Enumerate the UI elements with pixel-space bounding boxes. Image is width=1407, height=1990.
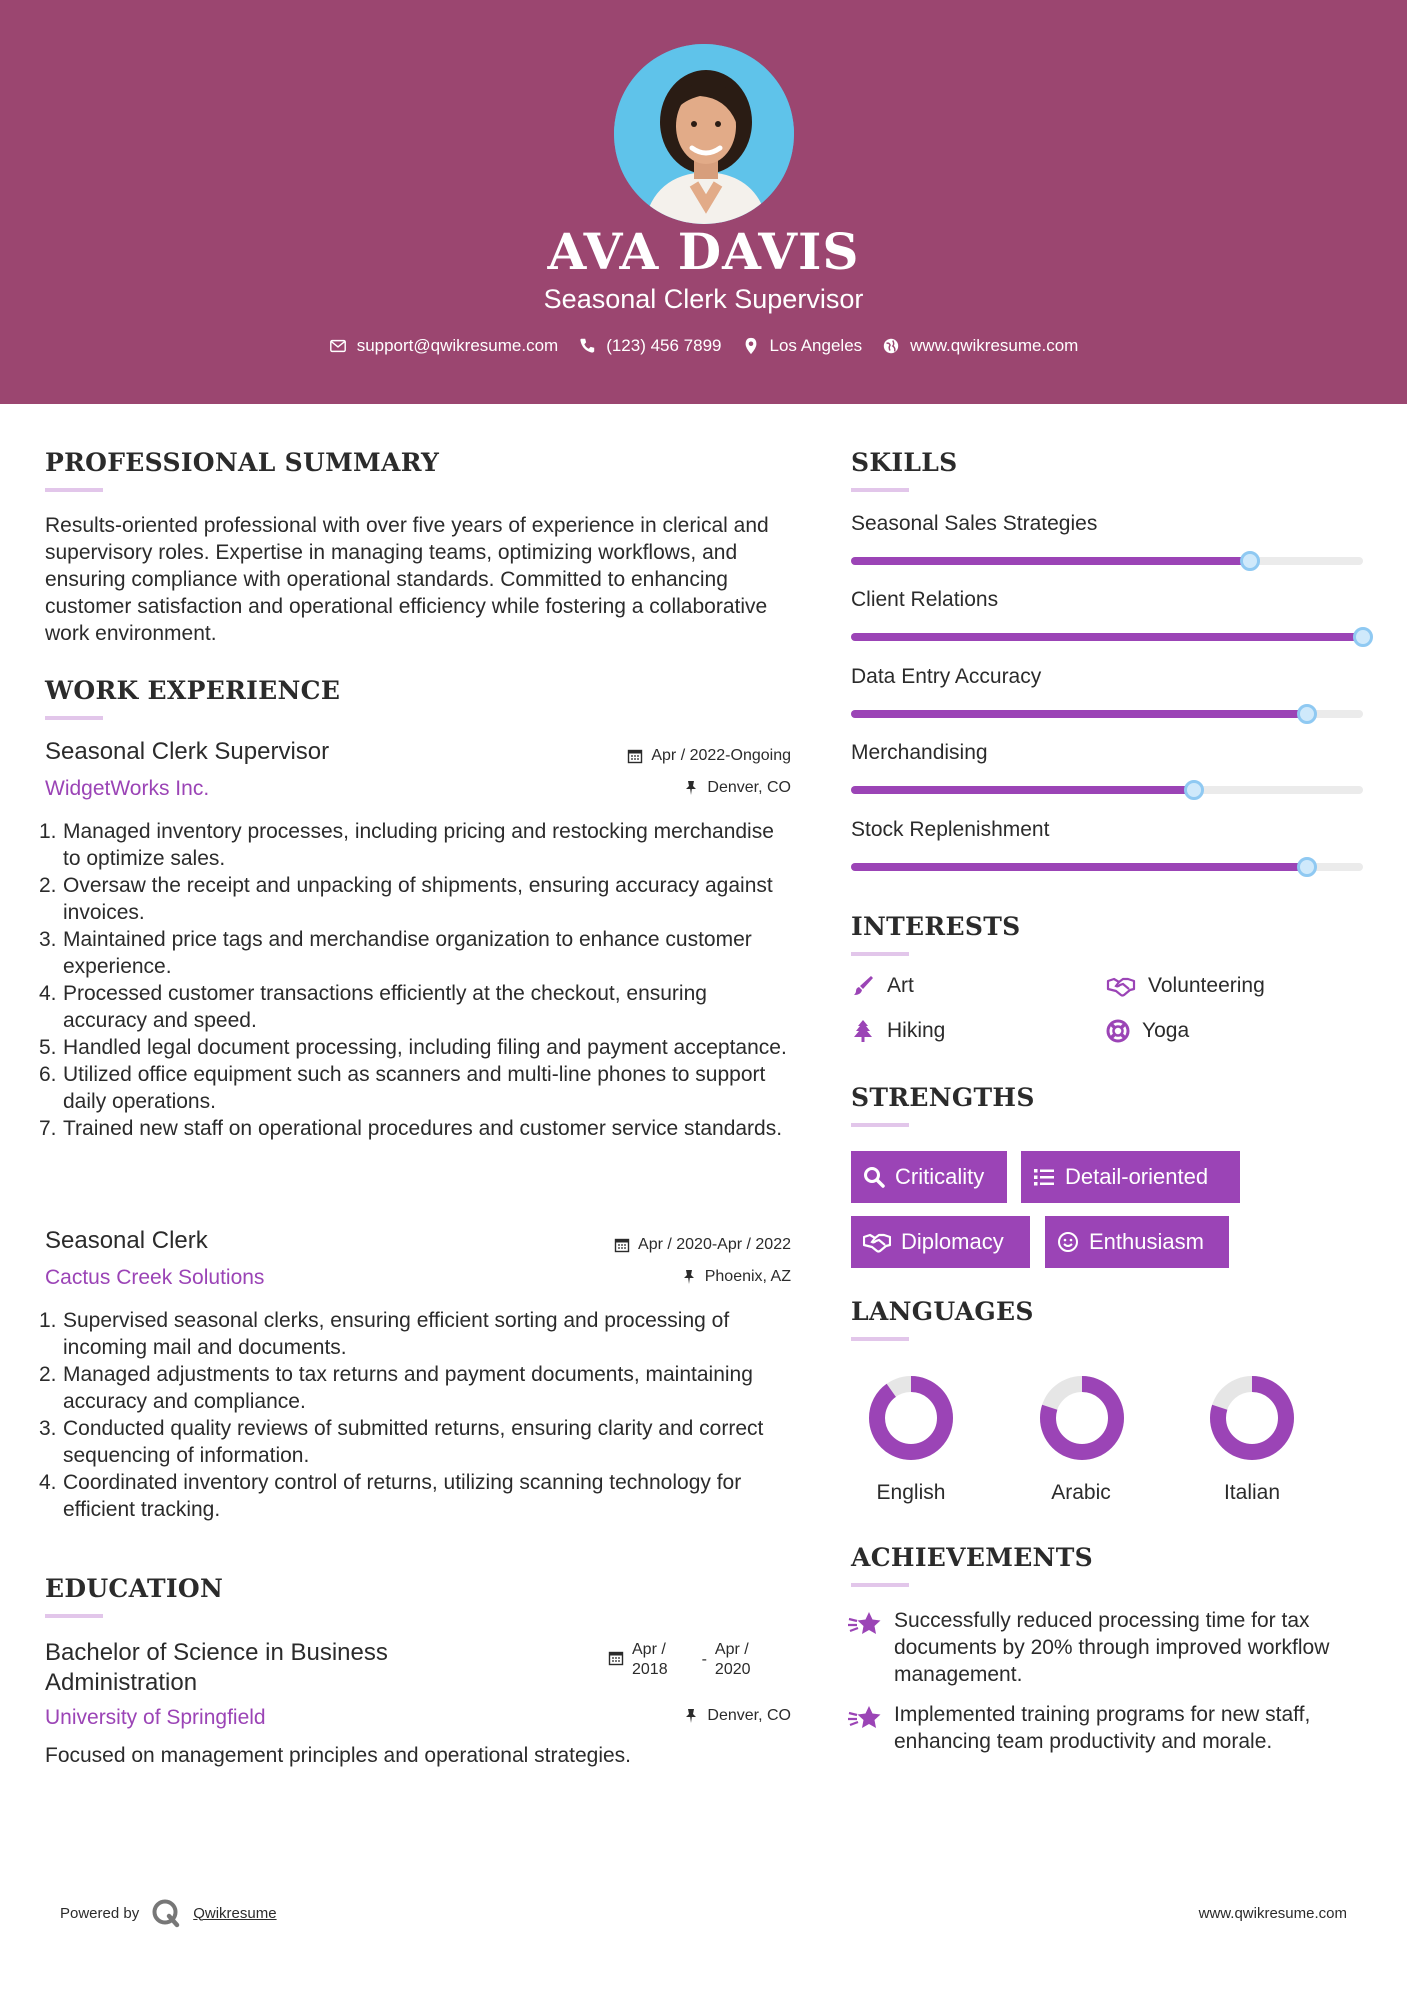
- shooting-star-icon: [848, 1609, 882, 1639]
- contact-website[interactable]: [882, 336, 1078, 356]
- profile-photo: [614, 44, 794, 224]
- interest-volunteering: Volunteering: [1106, 974, 1265, 998]
- languages-divider: [851, 1337, 909, 1341]
- contact-bar: [0, 336, 1407, 356]
- degree-title: Bachelor of Science in Business Administration: [45, 1639, 388, 1696]
- language-label: English: [876, 1481, 946, 1504]
- email-text: support@qwikresume.com: [356, 336, 559, 355]
- summary-heading: PROFESSIONAL SUMMARY: [45, 448, 440, 477]
- pushpin-icon: [683, 1708, 699, 1724]
- interests-divider: [851, 952, 909, 956]
- job-duties-list: [39, 1307, 795, 1523]
- company-name: WidgetWorks Inc.: [45, 777, 210, 800]
- skill-bar-handle: [1353, 627, 1373, 647]
- job-dates: [627, 747, 791, 765]
- website-text: www.qwikresume.com: [910, 336, 1079, 355]
- list-item: 1. Managed inventory processes, including pricing and restocking merchandise to optimize sales.: [39, 820, 774, 870]
- experience-heading: WORK EXPERIENCE: [45, 676, 341, 705]
- achievements-heading: ACHIEVEMENTS: [851, 1543, 1093, 1572]
- magnifier-icon: [863, 1166, 885, 1188]
- skill-bar: [851, 633, 1363, 641]
- qwikresume-link[interactable]: Qwikresume: [193, 1904, 277, 1922]
- phone-text: (123) 456 7899: [606, 336, 722, 355]
- contact-location: [742, 336, 863, 356]
- education-heading: EDUCATION: [45, 1574, 224, 1603]
- list-item: 3. Conducted quality reviews of submitted returns, ensuring clarity and correct sequencing of information.: [39, 1417, 764, 1467]
- job-location: [683, 779, 791, 797]
- languages-heading: LANGUAGES: [851, 1297, 1034, 1326]
- candidate-title: Seasonal Clerk Supervisor: [543, 284, 864, 314]
- tree-icon: [851, 1019, 875, 1043]
- date-separator: -: [701, 1651, 707, 1668]
- globe-icon: [882, 337, 900, 355]
- list-item: 3. Maintained price tags and merchandise organization to enhance customer experience.: [39, 928, 752, 978]
- list-icon: [1033, 1166, 1055, 1188]
- portrait-image: [614, 44, 794, 224]
- interest-art: Art: [851, 974, 914, 998]
- skill-bar-handle: [1297, 704, 1317, 724]
- education-end: Apr / 2020: [714, 1641, 751, 1678]
- achievement-item: Successfully reduced processing time for tax documents by 20% through improved workflow management.: [848, 1607, 1368, 1688]
- map-pin-icon: [742, 337, 760, 355]
- skill-bar: [851, 786, 1363, 794]
- skill-bar-fill: [851, 557, 1250, 565]
- skills-heading: SKILLS: [851, 448, 958, 477]
- skill-name: Client Relations: [851, 588, 999, 611]
- language-label: Arabic: [1051, 1481, 1111, 1504]
- company-name: Cactus Creek Solutions: [45, 1266, 265, 1289]
- location-text: Los Angeles: [769, 336, 863, 355]
- footer-website[interactable]: www.qwikresume.com: [1198, 1905, 1347, 1922]
- experience-divider: [45, 716, 103, 720]
- skill-bar: [851, 710, 1363, 718]
- skill-bar-fill: [851, 863, 1307, 871]
- paintbrush-icon: [851, 974, 875, 998]
- handshake-icon: [1106, 974, 1136, 998]
- contact-email[interactable]: [329, 336, 559, 356]
- calendar-icon: [608, 1650, 624, 1666]
- footer-powered: [60, 1898, 277, 1928]
- education-location: [683, 1707, 791, 1725]
- pushpin-icon: [681, 1269, 697, 1285]
- education-divider: [45, 1614, 103, 1618]
- skill-bar: [851, 557, 1363, 565]
- skill-bar-handle: [1297, 857, 1317, 877]
- qwikresume-logo-icon: [151, 1898, 181, 1928]
- skill-name: Merchandising: [851, 741, 988, 764]
- contact-phone[interactable]: [578, 336, 721, 356]
- language-rings: [851, 1370, 1321, 1470]
- strength-tag: Detail-oriented: [1021, 1151, 1240, 1203]
- job-title: Seasonal Clerk: [45, 1227, 208, 1254]
- list-item: 6. Utilized office equipment such as scanners and multi-line phones to support daily operations.: [39, 1063, 766, 1113]
- list-item: 1. Supervised seasonal clerks, ensuring efficient sorting and processing of incoming mail and documents.: [39, 1309, 730, 1359]
- job-dates-text: Apr / 2020-Apr / 2022: [638, 1236, 791, 1253]
- skill-bar-handle: [1184, 780, 1204, 800]
- skill-name: Seasonal Sales Strategies: [851, 512, 1098, 535]
- candidate-name: AVA DAVIS: [547, 222, 860, 281]
- phone-icon: [578, 337, 596, 355]
- strength-tag: Diplomacy: [851, 1216, 1030, 1268]
- list-item: 5. Handled legal document processing, including filing and payment acceptance.: [39, 1036, 787, 1059]
- language-ring-english: [877, 1384, 945, 1452]
- handshake-icon: [863, 1231, 891, 1253]
- pushpin-icon: [683, 780, 699, 796]
- header: [0, 0, 1407, 404]
- smiley-icon: [1057, 1231, 1079, 1253]
- strengths-heading: STRENGTHS: [851, 1083, 1035, 1112]
- calendar-icon: [627, 748, 643, 764]
- skill-bar-fill: [851, 786, 1194, 794]
- job-location-text: Phoenix, AZ: [704, 1268, 791, 1285]
- job-duties-list: [39, 818, 795, 1142]
- achievement-item: Implemented training programs for new staff, enhancing team productivity and morale.: [848, 1701, 1368, 1755]
- list-item: 4. Coordinated inventory control of returns, utilizing scanning technology for efficient tracking.: [39, 1471, 742, 1521]
- interest-hiking: Hiking: [851, 1019, 945, 1043]
- shooting-star-icon: [848, 1703, 882, 1733]
- life-ring-icon: [1106, 1019, 1130, 1043]
- strength-tag: Enthusiasm: [1045, 1216, 1229, 1268]
- list-item: 4. Processed customer transactions efficiently at the checkout, ensuring accuracy and speed.: [39, 982, 707, 1032]
- interest-yoga: Yoga: [1106, 1019, 1189, 1043]
- job-dates: [614, 1236, 791, 1254]
- strengths-divider: [851, 1123, 909, 1127]
- language-label: Italian: [1223, 1481, 1281, 1504]
- summary-divider: [45, 488, 103, 492]
- skill-bar-fill: [851, 633, 1363, 641]
- skill-bar-fill: [851, 710, 1307, 718]
- list-item: 2. Managed adjustments to tax returns and payment documents, maintaining accuracy and compliance.: [39, 1363, 753, 1413]
- skill-name: Data Entry Accuracy: [851, 665, 1042, 688]
- skill-name: Stock Replenishment: [851, 818, 1050, 841]
- list-item: 7. Trained new staff on operational procedures and customer service standards.: [39, 1117, 783, 1140]
- skill-bar-handle: [1240, 551, 1260, 571]
- achievements-divider: [851, 1583, 909, 1587]
- skill-bar: [851, 863, 1363, 871]
- job-location: [681, 1268, 791, 1286]
- envelope-icon: [329, 337, 347, 355]
- job-location-text: Denver, CO: [707, 779, 791, 796]
- job-dates-text: Apr / 2022-Ongoing: [651, 747, 791, 764]
- list-item: 2. Oversaw the receipt and unpacking of shipments, ensuring accuracy against invoices.: [39, 874, 773, 924]
- education-note: Focused on management principles and operational strategies.: [45, 1744, 632, 1767]
- education-start: Apr / 2018: [632, 1641, 668, 1678]
- education-dates: [608, 1640, 751, 1680]
- powered-by-label: Powered by: [60, 1904, 140, 1922]
- job-title: Seasonal Clerk Supervisor: [45, 738, 330, 765]
- calendar-icon: [614, 1237, 630, 1253]
- school-name: University of Springfield: [45, 1706, 266, 1729]
- education-location-text: Denver, CO: [707, 1707, 791, 1724]
- interests-heading: INTERESTS: [851, 912, 1021, 941]
- strength-tag: Criticality: [851, 1151, 1007, 1203]
- summary-text: Results-oriented professional with over five years of experience in clerical and supervisory roles. Expertise in managing teams, optimizing workflows, and ensuring compliance with operational standards. Committed to enhancing customer satisfaction and operational efficiency while fostering a collaborative work environment.: [45, 514, 769, 645]
- skills-divider: [851, 488, 909, 492]
